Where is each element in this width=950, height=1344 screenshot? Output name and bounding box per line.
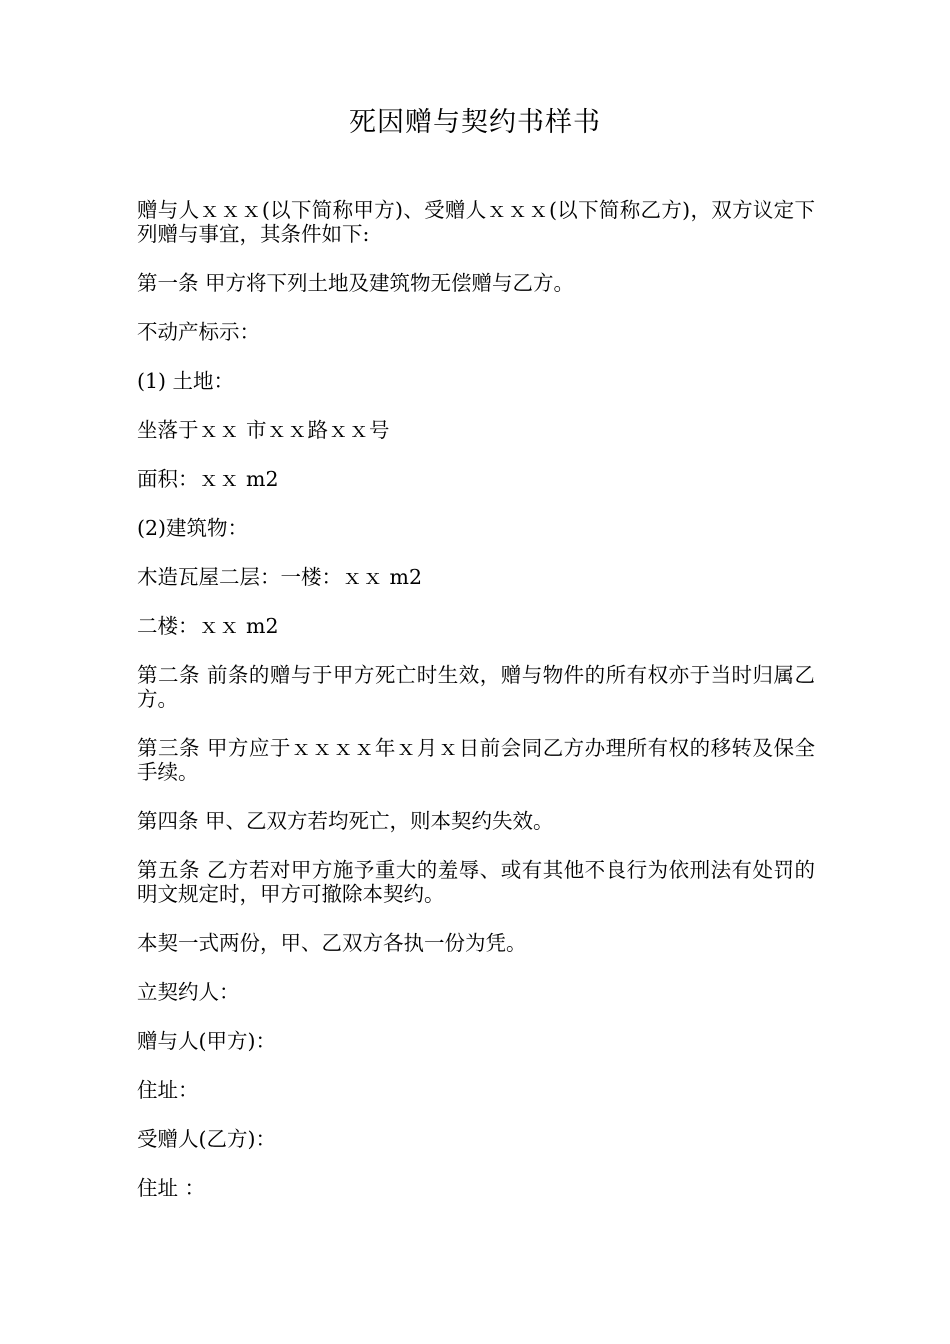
article-5: 第五条 乙方若对甲方施予重大的羞辱、或有其他不良行为依刑法有处罚的明文规定时，甲方可撤除本契约。 — [137, 858, 815, 906]
article-3: 第三条 甲方应于ｘｘｘｘ年ｘ月ｘ日前会同乙方办理所有权的移转及保全手续。 — [137, 736, 815, 784]
copies-clause: 本契一式两份，甲、乙双方各执一份为凭。 — [137, 931, 527, 955]
land-area: 面积：ｘｘ m2 — [137, 467, 279, 491]
document-body — [137, 198, 815, 1225]
article-1: 第一条 甲方将下列土地及建筑物无偿赠与乙方。 — [137, 271, 575, 295]
article-4: 第四条 甲、乙双方若均死亡，则本契约失效。 — [137, 809, 554, 833]
donee-address-field: 住址 ： — [137, 1176, 206, 1200]
building-second-floor: 二楼：ｘｘ m2 — [137, 614, 279, 638]
article-2: 第二条 前条的赠与于甲方死亡时生效，赠与物件的所有权亦于当时归属乙方。 — [137, 663, 815, 711]
signatories-label: 立契约人： — [137, 980, 240, 1004]
building-label: (2)建筑物： — [137, 516, 249, 540]
intro-paragraph: 赠与人ｘｘｘ(以下简称甲方)、受赠人ｘｘｘ(以下简称乙方)，双方议定下列赠与事宜，其条件如下: — [137, 198, 815, 246]
document-title: 死因赠与契约书样书 — [349, 107, 601, 138]
property-label: 不动产标示： — [137, 320, 260, 344]
donee-field: 受赠人(乙方)： — [137, 1127, 276, 1151]
donor-field: 赠与人(甲方)： — [137, 1029, 276, 1053]
donor-address-field: 住址： — [137, 1078, 199, 1102]
land-location: 坐落于ｘｘ 市ｘｘ路ｘｘ号 — [137, 418, 390, 442]
building-first-floor: 木造瓦屋二层：一楼：ｘｘ m2 — [137, 565, 422, 589]
land-label: (1) 土地： — [137, 369, 235, 393]
